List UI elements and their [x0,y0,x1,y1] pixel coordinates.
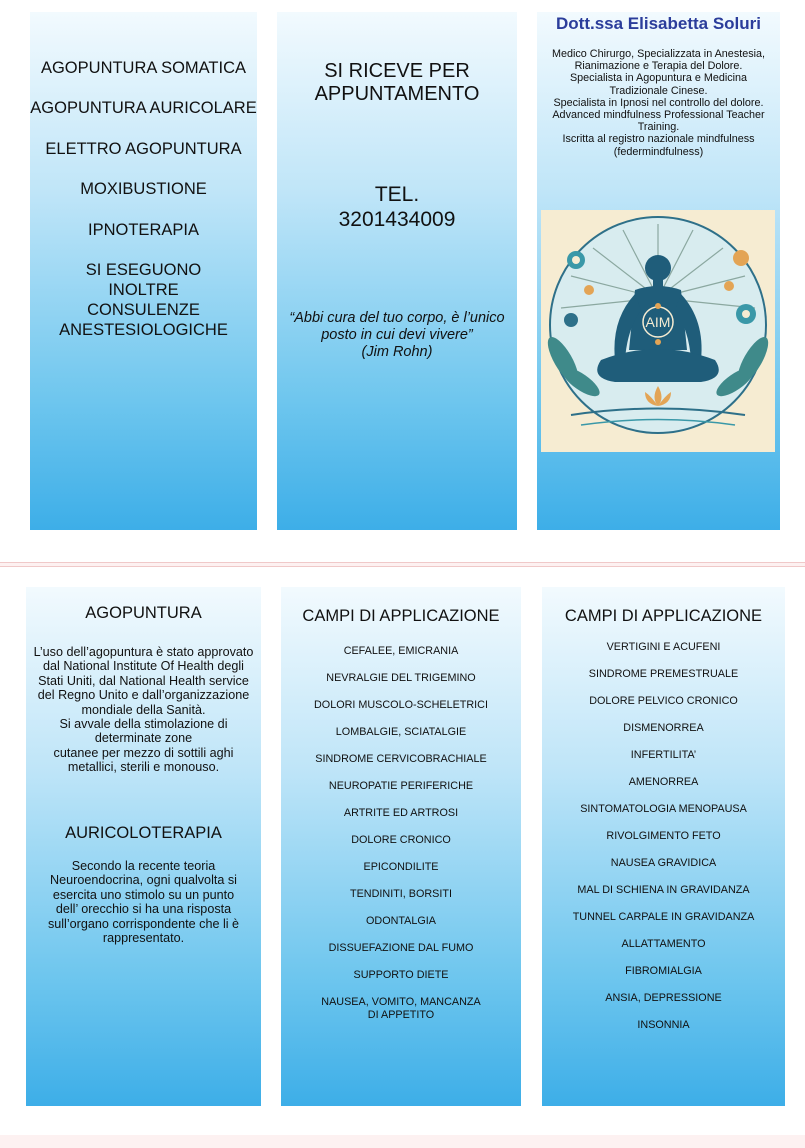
applications-title-2: CAMPI DI APPLICAZIONE [564,607,763,625]
meditation-artwork [541,210,775,452]
applications-panel-2 [542,587,785,1106]
list-item: INSONNIA [637,1019,690,1031]
list-item: FIBROMIALGIA [625,965,702,977]
doctor-panel [537,12,780,530]
services-panel [30,12,257,530]
list-item: DISMENORREA [623,722,704,734]
appointment-panel [277,12,517,530]
service-elettro-agopuntura: ELETTRO AGOPUNTURA [45,140,242,158]
applications-panel-1 [281,587,521,1106]
list-item: DISSUEFAZIONE DAL FUMO [328,942,474,954]
agopuntura-title: AGOPUNTURA [85,604,202,622]
applications-list-2 [542,641,785,1046]
brochure-outside-sheet [0,0,805,563]
list-item: SINDROME CERVICOBRACHIALE [315,753,487,765]
applications-title-1: CAMPI DI APPLICAZIONE [302,607,500,625]
list-item: DOLORE CRONICO [351,834,451,846]
list-item: NAUSEA GRAVIDICA [610,857,717,869]
quote: “Abbi cura del tuo corpo, è l’unico posto in cui devi vivere” (Jim Rohn) [289,310,505,360]
list-item: DOLORI MUSCOLO-SCHELETRICI [314,699,488,711]
brochure-inside-sheet [0,566,805,1135]
list-item: AMENORREA [628,776,699,788]
list-item: VERTIGINI E ACUFENI [606,641,721,653]
list-item: NAUSEA, VOMITO, MANCANZA DI APPETITO [321,996,481,1021]
list-item: CEFALEE, EMICRANIA [343,645,459,657]
logo-text: AIM [645,314,671,330]
list-item: NEUROPATIE PERIFERICHE [328,780,474,792]
phone-number: TEL. 3201434009 [338,183,456,231]
service-consulenze: SI ESEGUONO INOLTRE CONSULENZE ANESTESIOLOGICHE [59,261,228,339]
list-item: TUNNEL CARPALE IN GRAVIDANZA [572,911,755,923]
auricoloterapia-title: AURICOLOTERAPIA [65,824,222,842]
list-item: EPICONDILITE [363,861,439,873]
list-item: ARTRITE ED ARTROSI [343,807,459,819]
list-item: ALLATTAMENTO [621,938,706,950]
list-item: SUPPORTO DIETE [353,969,449,981]
list-item: LOMBALGIE, SCIATALGIE [335,726,467,738]
list-item: ODONTALGIA [366,915,436,927]
service-ipnoterapia: IPNOTERAPIA [88,221,199,239]
list-item: ANSIA, DEPRESSIONE [605,992,722,1004]
applications-list-1 [281,645,521,1023]
list-item: NEVRALGIE DEL TRIGEMINO [326,672,476,684]
service-moxibustione: MOXIBUSTIONE [80,180,207,198]
agopuntura-text: L’uso dell’agopuntura è stato approvato dal National Institute Of Health degli Stati Uniti, dal National Health service del Regno Unito e dall’organizzazione mondiale della Sanità. Si avvale della stimolazione di determinate zone cutanee per mezzo di sottili aghi metallici, sterili e monouso. [33,645,254,775]
list-item: SINTOMATOLOGIA MENOPAUSA [580,803,747,815]
doctor-description: Medico Chirurgo, Specializzata in Anestesia, Rianimazione e Terapia del Dolore. Specialista in Agopuntura e Medicina Tradizionale Cinese. Specialista in Ipnosi nel controllo del dolore. Advanced mindfulness Professional Teacher Training. Iscritta al registro nazionale mindfulness (federmindfulness) [551,48,766,158]
list-item: INFERTILITA’ [630,749,697,761]
info-panel [26,587,261,1106]
list-item: MAL DI SCHIENA IN GRAVIDANZA [577,884,750,896]
auricoloterapia-text: Secondo la recente teoria Neuroendocrina, ogni qualvolta si esercita uno stimolo su un punto dell’ orecchio si ha una risposta sull’organo corrispondente che li è rappresentato. [47,859,240,946]
list-item: DOLORE PELVICO CRONICO [589,695,738,707]
list-item: TENDINITI, BORSITI [350,888,452,900]
service-agopuntura-somatica: AGOPUNTURA SOMATICA [40,59,247,77]
appointment-text: SI RICEVE PER APPUNTAMENTO [314,60,480,105]
list-item: RIVOLGIMENTO FETO [606,830,721,842]
doctor-name: Dott.ssa Elisabetta Soluri [556,14,761,33]
list-item: SINDROME PREMESTRUALE [588,668,739,680]
service-agopuntura-auricolare: AGOPUNTURA AURICOLARE [30,99,257,117]
